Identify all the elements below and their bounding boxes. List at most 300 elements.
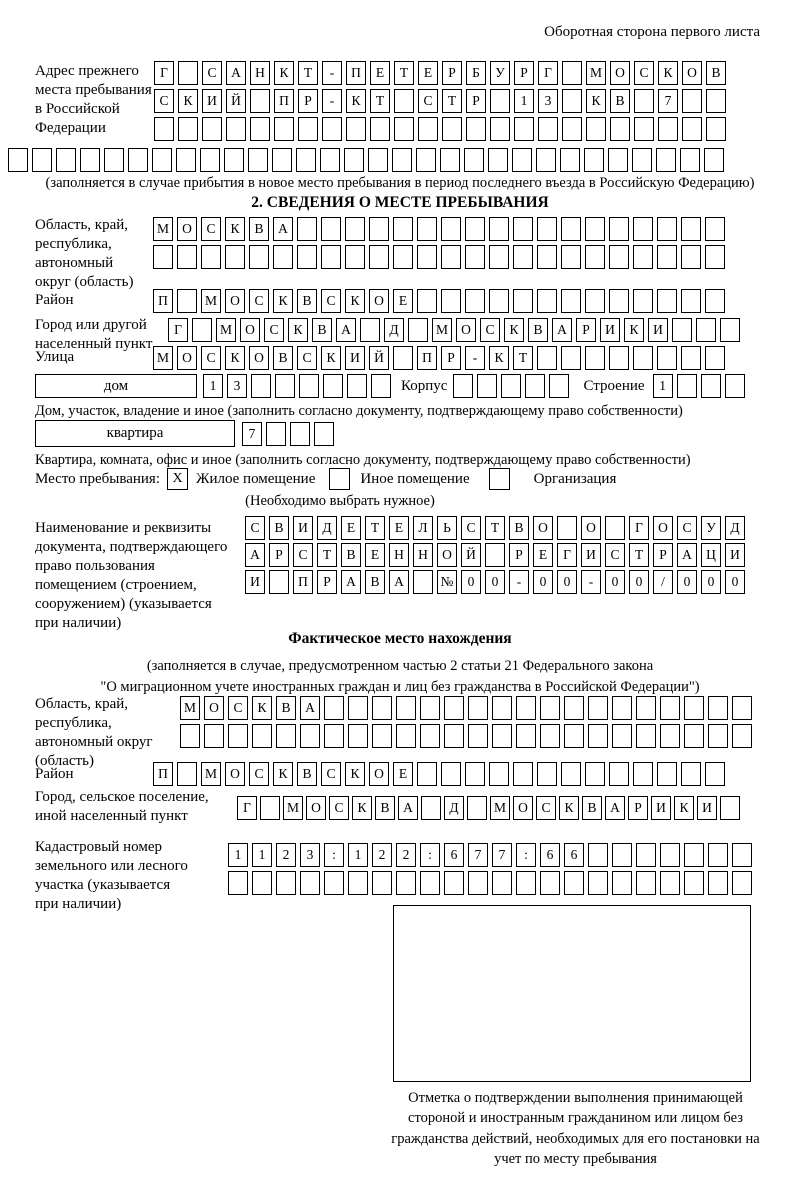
- char-box[interactable]: [290, 422, 310, 446]
- char-box[interactable]: К: [178, 89, 198, 113]
- char-box[interactable]: [440, 148, 460, 172]
- char-box[interactable]: [696, 318, 716, 342]
- char-box[interactable]: Д: [725, 516, 745, 540]
- char-box[interactable]: Р: [441, 346, 461, 370]
- char-box[interactable]: [396, 871, 416, 895]
- char-box[interactable]: [8, 148, 28, 172]
- char-box[interactable]: [658, 117, 678, 141]
- char-box[interactable]: Л: [413, 516, 433, 540]
- char-box[interactable]: [489, 245, 509, 269]
- char-box[interactable]: [477, 374, 497, 398]
- char-box[interactable]: В: [509, 516, 529, 540]
- char-box[interactable]: :: [516, 843, 536, 867]
- char-box[interactable]: [557, 516, 577, 540]
- char-box[interactable]: Р: [298, 89, 318, 113]
- char-box[interactable]: [420, 871, 440, 895]
- char-box[interactable]: [633, 245, 653, 269]
- char-box[interactable]: [369, 217, 389, 241]
- char-box[interactable]: [393, 217, 413, 241]
- char-box[interactable]: [537, 289, 557, 313]
- char-box[interactable]: Г: [557, 543, 577, 567]
- char-box[interactable]: [154, 117, 174, 141]
- char-box[interactable]: О: [177, 217, 197, 241]
- char-box[interactable]: [468, 724, 488, 748]
- char-box[interactable]: И: [725, 543, 745, 567]
- char-box[interactable]: [273, 245, 293, 269]
- char-box[interactable]: [684, 696, 704, 720]
- char-box[interactable]: 2: [276, 843, 296, 867]
- char-box[interactable]: [468, 696, 488, 720]
- char-box[interactable]: [708, 871, 728, 895]
- char-box[interactable]: [396, 696, 416, 720]
- char-box[interactable]: Е: [365, 543, 385, 567]
- char-box[interactable]: [324, 696, 344, 720]
- char-box[interactable]: [705, 762, 725, 786]
- char-box[interactable]: Н: [413, 543, 433, 567]
- char-box[interactable]: [266, 422, 286, 446]
- char-box[interactable]: [525, 374, 545, 398]
- char-box[interactable]: П: [274, 89, 294, 113]
- char-box[interactable]: [417, 289, 437, 313]
- char-box[interactable]: [176, 148, 196, 172]
- char-box[interactable]: 0: [605, 570, 625, 594]
- char-box[interactable]: [501, 374, 521, 398]
- char-box[interactable]: [394, 117, 414, 141]
- char-box[interactable]: [153, 245, 173, 269]
- char-box[interactable]: [588, 696, 608, 720]
- char-box[interactable]: [516, 696, 536, 720]
- char-box[interactable]: О: [610, 61, 630, 85]
- char-box[interactable]: [564, 871, 584, 895]
- char-box[interactable]: [345, 217, 365, 241]
- char-box[interactable]: В: [276, 696, 296, 720]
- char-box[interactable]: [612, 871, 632, 895]
- char-box[interactable]: Р: [576, 318, 596, 342]
- char-box[interactable]: [177, 289, 197, 313]
- char-box[interactable]: Е: [389, 516, 409, 540]
- char-box[interactable]: М: [586, 61, 606, 85]
- char-box[interactable]: П: [417, 346, 437, 370]
- char-box[interactable]: [252, 724, 272, 748]
- char-box[interactable]: С: [321, 289, 341, 313]
- char-box[interactable]: [344, 148, 364, 172]
- char-box[interactable]: О: [369, 762, 389, 786]
- char-box[interactable]: -: [581, 570, 601, 594]
- char-box[interactable]: [492, 696, 512, 720]
- char-box[interactable]: В: [528, 318, 548, 342]
- char-box[interactable]: [516, 871, 536, 895]
- char-box[interactable]: [677, 374, 697, 398]
- char-box[interactable]: В: [582, 796, 602, 820]
- char-box[interactable]: [324, 724, 344, 748]
- char-box[interactable]: А: [245, 543, 265, 567]
- char-box[interactable]: Т: [365, 516, 385, 540]
- char-box[interactable]: 6: [540, 843, 560, 867]
- char-box[interactable]: [633, 762, 653, 786]
- char-box[interactable]: [681, 245, 701, 269]
- char-box[interactable]: 0: [701, 570, 721, 594]
- char-box[interactable]: [636, 696, 656, 720]
- char-box[interactable]: М: [153, 346, 173, 370]
- char-box[interactable]: Д: [384, 318, 404, 342]
- char-box[interactable]: 1: [348, 843, 368, 867]
- char-box[interactable]: [672, 318, 692, 342]
- char-box[interactable]: А: [226, 61, 246, 85]
- char-box[interactable]: [708, 696, 728, 720]
- char-box[interactable]: [276, 724, 296, 748]
- char-box[interactable]: Р: [466, 89, 486, 113]
- char-box[interactable]: К: [252, 696, 272, 720]
- char-box[interactable]: [490, 89, 510, 113]
- char-box[interactable]: [732, 724, 752, 748]
- char-box[interactable]: [562, 117, 582, 141]
- char-box[interactable]: [251, 374, 271, 398]
- char-box[interactable]: И: [202, 89, 222, 113]
- char-box[interactable]: [348, 871, 368, 895]
- char-box[interactable]: Й: [226, 89, 246, 113]
- char-box[interactable]: Т: [317, 543, 337, 567]
- char-box[interactable]: Р: [628, 796, 648, 820]
- char-box[interactable]: [466, 117, 486, 141]
- char-box[interactable]: [634, 89, 654, 113]
- char-box[interactable]: Р: [509, 543, 529, 567]
- char-box[interactable]: К: [288, 318, 308, 342]
- char-box[interactable]: С: [634, 61, 654, 85]
- char-box[interactable]: [492, 724, 512, 748]
- char-box[interactable]: [701, 374, 721, 398]
- char-box[interactable]: А: [389, 570, 409, 594]
- char-box[interactable]: [562, 61, 582, 85]
- char-box[interactable]: Е: [418, 61, 438, 85]
- char-box[interactable]: [538, 117, 558, 141]
- char-box[interactable]: [585, 289, 605, 313]
- char-box[interactable]: 6: [564, 843, 584, 867]
- char-box[interactable]: [441, 762, 461, 786]
- char-box[interactable]: 0: [533, 570, 553, 594]
- char-box[interactable]: Е: [533, 543, 553, 567]
- char-box[interactable]: :: [324, 843, 344, 867]
- char-box[interactable]: [104, 148, 124, 172]
- char-box[interactable]: [32, 148, 52, 172]
- char-box[interactable]: А: [605, 796, 625, 820]
- char-box[interactable]: К: [225, 346, 245, 370]
- char-box[interactable]: [320, 148, 340, 172]
- char-box[interactable]: М: [283, 796, 303, 820]
- char-box[interactable]: С: [461, 516, 481, 540]
- char-box[interactable]: [465, 762, 485, 786]
- char-box[interactable]: [369, 245, 389, 269]
- char-box[interactable]: [420, 696, 440, 720]
- char-box[interactable]: [297, 217, 317, 241]
- char-box[interactable]: [393, 245, 413, 269]
- char-box[interactable]: Ц: [701, 543, 721, 567]
- char-box[interactable]: А: [552, 318, 572, 342]
- char-box[interactable]: У: [490, 61, 510, 85]
- char-box[interactable]: 0: [725, 570, 745, 594]
- char-box[interactable]: [396, 724, 416, 748]
- char-box[interactable]: [609, 217, 629, 241]
- char-box[interactable]: В: [273, 346, 293, 370]
- char-box[interactable]: Р: [317, 570, 337, 594]
- char-box[interactable]: [633, 289, 653, 313]
- char-box[interactable]: [585, 762, 605, 786]
- char-box[interactable]: [274, 117, 294, 141]
- char-box[interactable]: [442, 117, 462, 141]
- char-box[interactable]: [564, 724, 584, 748]
- char-box[interactable]: В: [312, 318, 332, 342]
- char-box[interactable]: С: [249, 289, 269, 313]
- char-box[interactable]: [178, 61, 198, 85]
- char-box[interactable]: [633, 217, 653, 241]
- char-box[interactable]: [588, 724, 608, 748]
- char-box[interactable]: Т: [629, 543, 649, 567]
- char-box[interactable]: [561, 217, 581, 241]
- char-box[interactable]: 6: [444, 843, 464, 867]
- char-box[interactable]: 3: [227, 374, 247, 398]
- char-box[interactable]: В: [341, 543, 361, 567]
- char-box[interactable]: [297, 245, 317, 269]
- char-box[interactable]: [441, 245, 461, 269]
- char-box[interactable]: К: [504, 318, 524, 342]
- char-box[interactable]: О: [581, 516, 601, 540]
- char-box[interactable]: [561, 346, 581, 370]
- char-box[interactable]: А: [677, 543, 697, 567]
- char-box[interactable]: [417, 245, 437, 269]
- char-box[interactable]: [705, 346, 725, 370]
- char-box[interactable]: [226, 117, 246, 141]
- char-box[interactable]: Г: [168, 318, 188, 342]
- char-box[interactable]: [681, 346, 701, 370]
- char-box[interactable]: [413, 570, 433, 594]
- char-box[interactable]: [609, 762, 629, 786]
- char-box[interactable]: С: [329, 796, 349, 820]
- char-box[interactable]: [178, 117, 198, 141]
- char-box[interactable]: [228, 724, 248, 748]
- char-box[interactable]: С: [201, 217, 221, 241]
- char-box[interactable]: С: [202, 61, 222, 85]
- char-box[interactable]: О: [437, 543, 457, 567]
- char-box[interactable]: Т: [442, 89, 462, 113]
- char-box[interactable]: [444, 696, 464, 720]
- char-box[interactable]: [561, 245, 581, 269]
- char-box[interactable]: М: [201, 762, 221, 786]
- char-box[interactable]: -: [322, 89, 342, 113]
- char-box[interactable]: В: [297, 289, 317, 313]
- char-box[interactable]: [612, 843, 632, 867]
- char-box[interactable]: Б: [466, 61, 486, 85]
- char-box[interactable]: [444, 871, 464, 895]
- char-box[interactable]: [489, 762, 509, 786]
- char-box[interactable]: [300, 724, 320, 748]
- char-box[interactable]: Н: [250, 61, 270, 85]
- char-box[interactable]: О: [456, 318, 476, 342]
- char-box[interactable]: [416, 148, 436, 172]
- char-box[interactable]: Р: [442, 61, 462, 85]
- char-box[interactable]: [275, 374, 295, 398]
- char-box[interactable]: [348, 696, 368, 720]
- char-box[interactable]: [360, 318, 380, 342]
- char-box[interactable]: [656, 148, 676, 172]
- char-box[interactable]: С: [228, 696, 248, 720]
- char-box[interactable]: [720, 796, 740, 820]
- char-box[interactable]: П: [153, 289, 173, 313]
- char-box[interactable]: К: [674, 796, 694, 820]
- char-box[interactable]: [467, 796, 487, 820]
- char-box[interactable]: О: [240, 318, 260, 342]
- char-box[interactable]: [252, 871, 272, 895]
- char-box[interactable]: Т: [513, 346, 533, 370]
- char-box[interactable]: [488, 148, 508, 172]
- char-box[interactable]: [512, 148, 532, 172]
- char-box[interactable]: [537, 245, 557, 269]
- char-box[interactable]: [417, 217, 437, 241]
- char-box[interactable]: [394, 89, 414, 113]
- char-box[interactable]: 0: [485, 570, 505, 594]
- char-box[interactable]: У: [701, 516, 721, 540]
- char-box[interactable]: К: [352, 796, 372, 820]
- char-box[interactable]: [152, 148, 172, 172]
- char-box[interactable]: [681, 289, 701, 313]
- char-box[interactable]: В: [365, 570, 385, 594]
- char-box[interactable]: [514, 117, 534, 141]
- char-box[interactable]: [634, 117, 654, 141]
- char-box[interactable]: [420, 724, 440, 748]
- char-box[interactable]: [560, 148, 580, 172]
- char-box[interactable]: К: [586, 89, 606, 113]
- char-box[interactable]: 7: [242, 422, 262, 446]
- char-box[interactable]: [725, 374, 745, 398]
- char-box[interactable]: [225, 245, 245, 269]
- char-box[interactable]: [464, 148, 484, 172]
- char-box[interactable]: Н: [389, 543, 409, 567]
- char-box[interactable]: С: [249, 762, 269, 786]
- char-box[interactable]: К: [658, 61, 678, 85]
- char-box[interactable]: [177, 762, 197, 786]
- char-box[interactable]: [80, 148, 100, 172]
- char-box[interactable]: 1: [653, 374, 673, 398]
- char-box[interactable]: В: [249, 217, 269, 241]
- char-box[interactable]: [441, 289, 461, 313]
- char-box[interactable]: А: [341, 570, 361, 594]
- char-box[interactable]: А: [336, 318, 356, 342]
- char-box[interactable]: [636, 724, 656, 748]
- char-box[interactable]: К: [273, 289, 293, 313]
- char-box[interactable]: [489, 217, 509, 241]
- char-box[interactable]: [250, 89, 270, 113]
- char-box[interactable]: [610, 117, 630, 141]
- char-box[interactable]: [684, 724, 704, 748]
- char-box[interactable]: [660, 724, 680, 748]
- char-box[interactable]: [372, 724, 392, 748]
- char-box[interactable]: [657, 217, 677, 241]
- char-box[interactable]: [561, 289, 581, 313]
- char-box[interactable]: 0: [677, 570, 697, 594]
- char-box[interactable]: К: [559, 796, 579, 820]
- char-box[interactable]: К: [346, 89, 366, 113]
- char-box[interactable]: С: [536, 796, 556, 820]
- char-box[interactable]: [540, 871, 560, 895]
- char-box[interactable]: [705, 217, 725, 241]
- char-box[interactable]: [346, 117, 366, 141]
- char-box[interactable]: 1: [203, 374, 223, 398]
- char-box[interactable]: [537, 217, 557, 241]
- char-box[interactable]: [392, 148, 412, 172]
- char-box[interactable]: [540, 724, 560, 748]
- char-box[interactable]: [609, 289, 629, 313]
- char-box[interactable]: М: [490, 796, 510, 820]
- char-box[interactable]: С: [677, 516, 697, 540]
- char-box[interactable]: [564, 696, 584, 720]
- char-box[interactable]: Е: [393, 289, 413, 313]
- char-box[interactable]: [516, 724, 536, 748]
- char-box[interactable]: [204, 724, 224, 748]
- char-box[interactable]: 3: [300, 843, 320, 867]
- char-box[interactable]: Д: [444, 796, 464, 820]
- char-box[interactable]: [408, 318, 428, 342]
- checkbox-other-premises[interactable]: [329, 468, 350, 490]
- char-box[interactable]: [224, 148, 244, 172]
- char-box[interactable]: [300, 871, 320, 895]
- char-box[interactable]: И: [581, 543, 601, 567]
- char-box[interactable]: О: [682, 61, 702, 85]
- char-box[interactable]: [489, 289, 509, 313]
- char-box[interactable]: [417, 762, 437, 786]
- char-box[interactable]: С: [245, 516, 265, 540]
- char-box[interactable]: -: [322, 61, 342, 85]
- char-box[interactable]: Е: [370, 61, 390, 85]
- char-box[interactable]: [562, 89, 582, 113]
- char-box[interactable]: И: [651, 796, 671, 820]
- char-box[interactable]: 1: [514, 89, 534, 113]
- char-box[interactable]: [453, 374, 473, 398]
- char-box[interactable]: [192, 318, 212, 342]
- char-box[interactable]: [272, 148, 292, 172]
- char-box[interactable]: А: [300, 696, 320, 720]
- char-box[interactable]: Т: [394, 61, 414, 85]
- char-box[interactable]: [249, 245, 269, 269]
- char-box[interactable]: [347, 374, 367, 398]
- char-box[interactable]: С: [264, 318, 284, 342]
- char-box[interactable]: В: [610, 89, 630, 113]
- char-box[interactable]: О: [533, 516, 553, 540]
- char-box[interactable]: [345, 245, 365, 269]
- char-box[interactable]: [681, 217, 701, 241]
- char-box[interactable]: М: [153, 217, 173, 241]
- char-box[interactable]: 7: [468, 843, 488, 867]
- char-box[interactable]: [418, 117, 438, 141]
- char-box[interactable]: [513, 289, 533, 313]
- char-box[interactable]: [513, 762, 533, 786]
- char-box[interactable]: О: [177, 346, 197, 370]
- char-box[interactable]: 0: [557, 570, 577, 594]
- char-box[interactable]: [228, 871, 248, 895]
- char-box[interactable]: В: [706, 61, 726, 85]
- char-box[interactable]: В: [297, 762, 317, 786]
- char-box[interactable]: [248, 148, 268, 172]
- char-box[interactable]: [372, 871, 392, 895]
- char-box[interactable]: 0: [629, 570, 649, 594]
- char-box[interactable]: С: [297, 346, 317, 370]
- char-box[interactable]: [549, 374, 569, 398]
- char-box[interactable]: [200, 148, 220, 172]
- char-box[interactable]: [324, 871, 344, 895]
- char-box[interactable]: [368, 148, 388, 172]
- char-box[interactable]: 7: [658, 89, 678, 113]
- char-box[interactable]: [657, 346, 677, 370]
- char-box[interactable]: /: [653, 570, 673, 594]
- char-box[interactable]: [680, 148, 700, 172]
- char-box[interactable]: Р: [269, 543, 289, 567]
